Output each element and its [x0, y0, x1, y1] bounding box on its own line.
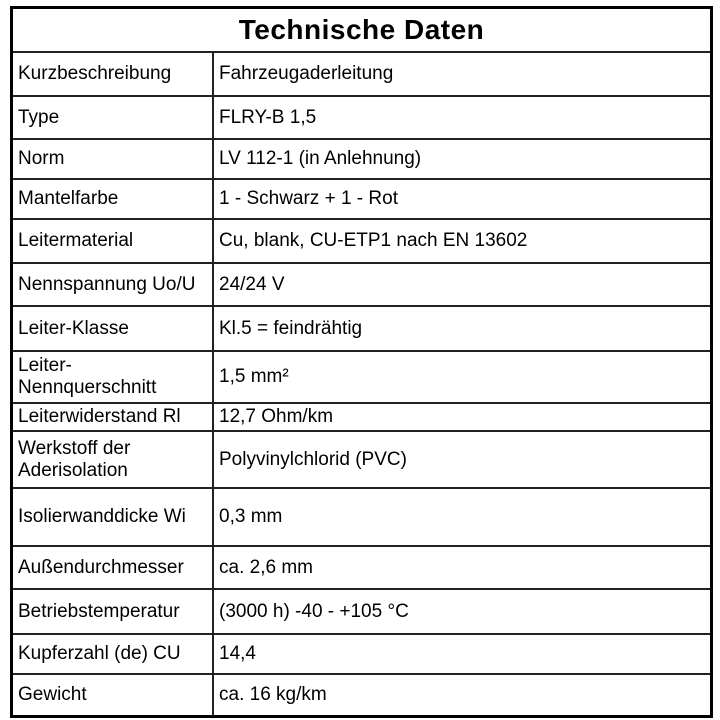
spec-label: Mantelfarbe [18, 188, 119, 210]
spec-value: 12,7 Ohm/km [212, 404, 710, 430]
spec-value: Cu, blank, CU-ETP1 nach EN 13602 [212, 220, 710, 262]
spec-label: Leiterwiderstand Rl [18, 406, 181, 428]
table-row [13, 95, 710, 138]
table-row [13, 350, 710, 402]
table-row [13, 588, 710, 633]
spec-value: Kl.5 = feindrähtig [212, 307, 710, 350]
spec-value: 1,5 mm² [212, 352, 710, 402]
spec-label: Werkstoff der Aderisolation [18, 437, 131, 481]
spec-value: 1 - Schwarz + 1 - Rot [212, 180, 710, 218]
table-row [13, 178, 710, 218]
spec-label: Leiter-Klasse [18, 317, 129, 339]
spec-value: Fahrzeugaderleitung [212, 53, 710, 95]
spec-label: Gewicht [18, 684, 87, 706]
spec-value: ca. 16 kg/km [212, 675, 710, 715]
table-title: Technische Daten [238, 14, 485, 45]
spec-label: Type [18, 106, 60, 128]
spec-value: 0,3 mm [212, 489, 710, 545]
spec-value: 24/24 V [212, 264, 710, 305]
table-row [13, 545, 710, 588]
spec-label: Kurzbeschreibung [18, 63, 172, 85]
spec-value: Polyvinylchlorid (PVC) [212, 432, 710, 487]
table-row [13, 138, 710, 178]
spec-value: FLRY-B 1,5 [212, 97, 710, 138]
spec-value: LV 112-1 (in Anlehnung) [212, 140, 710, 178]
spec-label: Norm [18, 148, 65, 170]
table-row [13, 218, 710, 262]
spec-value: 14,4 [212, 635, 710, 673]
table-row [13, 633, 710, 673]
spec-label: Leiter-Nennquerschnitt [18, 355, 157, 398]
table-row [13, 430, 710, 487]
table-row [13, 51, 710, 95]
table-row [13, 487, 710, 545]
spec-label: Betriebstemperatur [18, 600, 180, 622]
table-row [13, 673, 710, 715]
spec-label: Isolierwanddicke Wi [18, 506, 186, 528]
spec-label: Außendurchmesser [18, 556, 184, 578]
table-row [13, 305, 710, 350]
spec-value: ca. 2,6 mm [212, 547, 710, 588]
table-row [13, 402, 710, 430]
technical-data-table [10, 6, 713, 718]
spec-label: Nennspannung Uo/U [18, 273, 196, 295]
spec-value: (3000 h) -40 - +105 °C [212, 590, 710, 633]
spec-label: Leitermaterial [18, 230, 134, 252]
table-row [13, 262, 710, 305]
spec-label: Kupferzahl (de) CU [18, 643, 181, 665]
